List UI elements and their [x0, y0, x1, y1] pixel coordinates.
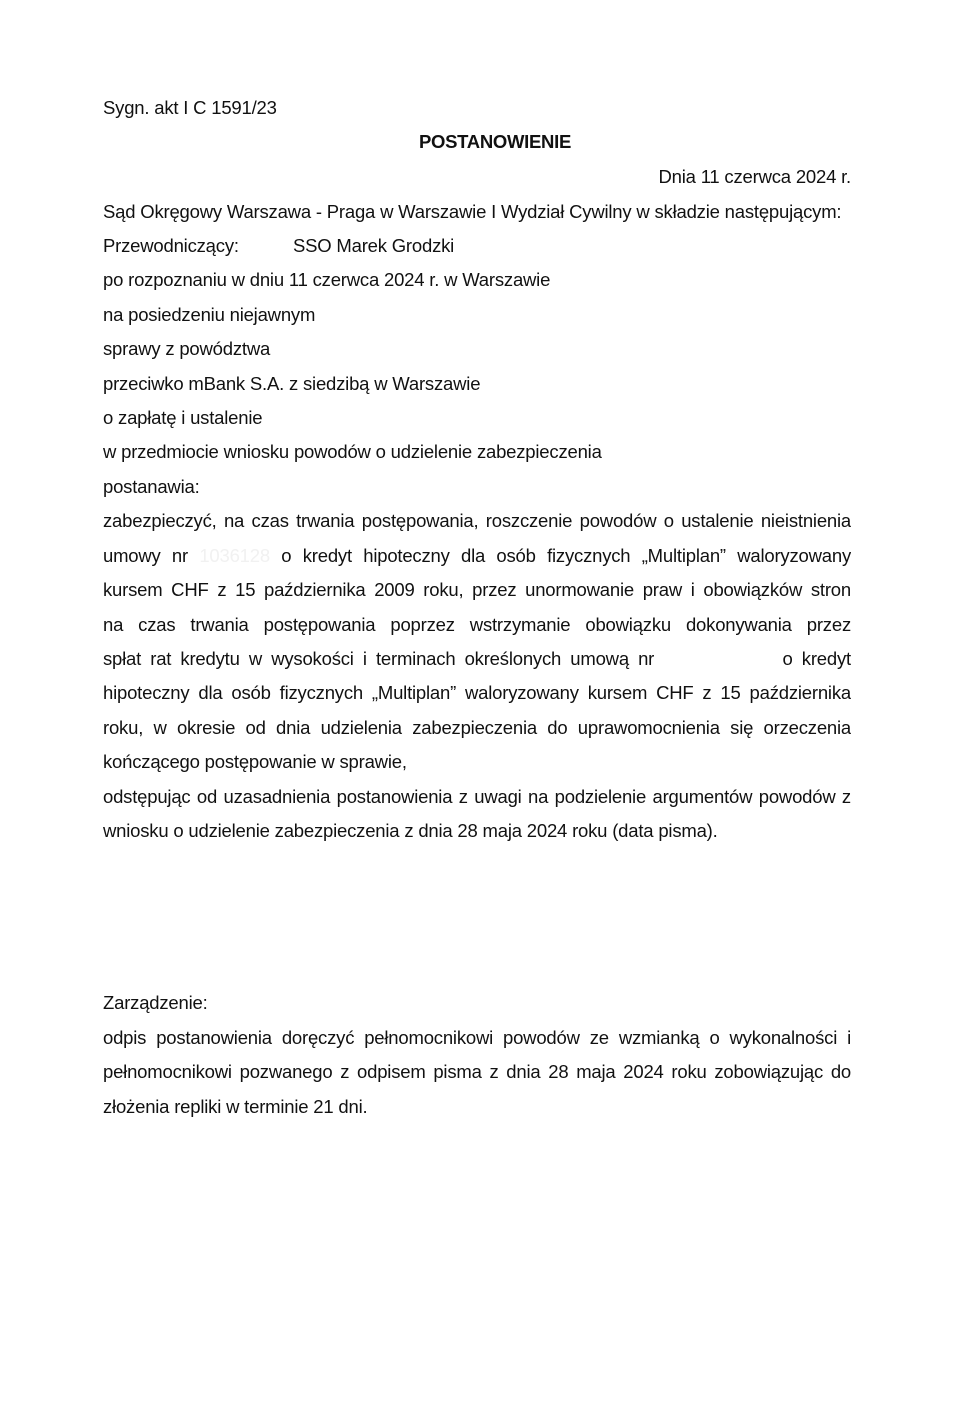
document-date: Dnia 11 czerwca 2024 r.	[658, 166, 851, 187]
procedure-line-6: w przedmiocie wniosku powodów o udzielenie zabezpieczenia	[103, 441, 602, 462]
ruling-line-3: kursem CHF z 15 października 2009 roku, przez unormowanie praw i obowiązków stron	[103, 579, 851, 600]
order-line-1: odpis postanowienia doręczyć pełnomocnikowi powodów ze wzmianką o wykonalności i	[103, 1027, 851, 1048]
ruling-line-4: na czas trwania postępowania poprzez wstrzymanie obowiązku dokonywania przez	[103, 614, 851, 635]
redacted-contract-number: 1036128	[199, 545, 270, 566]
chair-label: Przewodniczący:	[103, 235, 239, 256]
case-reference: Sygn. akt I C 1591/23	[103, 97, 277, 118]
order-line-2: pełnomocnikowi pozwanego z odpisem pisma z dnia 28 maja 2024 roku zobowiązując do	[103, 1061, 851, 1082]
ruling-line-6: hipoteczny dla osób fizycznych „Multiplan” waloryzowany kursem CHF z 15 października	[103, 682, 851, 703]
ruling-line-5-start: spłat rat kredytu w wysokości i terminach określonych umową nr	[103, 648, 655, 669]
ruling-line-2	[103, 544, 851, 568]
ruling-line-5-end: o kredyt	[782, 648, 851, 669]
ruling-line-8: kończącego postępowanie w sprawie,	[103, 751, 407, 772]
ruling-line-10: wniosku o udzielenie zabezpieczenia z dnia 28 maja 2024 roku (data pisma).	[103, 820, 718, 841]
ruling-line-7: roku, w okresie od dnia udzielenia zabezpieczenia do uprawomocnienia się orzeczenia	[103, 717, 851, 738]
procedure-line-5: o zapłatę i ustalenie	[103, 407, 263, 428]
procedure-line-1: po rozpoznaniu w dniu 11 czerwca 2024 r. w Warszawie	[103, 269, 551, 290]
document-title: POSTANOWIENIE	[419, 131, 571, 152]
ruling-line-9: odstępując od uzasadnienia postanowienia z uwagi na podzielenie argumentów powodów z	[103, 786, 851, 807]
decision-keyword: postanawia:	[103, 476, 200, 497]
ruling-line-2-end: o kredyt hipoteczny dla osób fizycznych „Multiplan” waloryzowany	[281, 545, 851, 566]
procedure-line-2: na posiedzeniu niejawnym	[103, 304, 316, 325]
procedure-line-4: przeciwko mBank S.A. z siedzibą w Warszawie	[103, 373, 481, 394]
court-composition: Sąd Okręgowy Warszawa - Praga w Warszawie I Wydział Cywilny w składzie następującym:	[103, 201, 842, 222]
order-line-3: złożenia repliki w terminie 21 dni.	[103, 1096, 368, 1117]
ruling-line-2-start: umowy nr	[103, 545, 188, 566]
chair-line	[103, 234, 455, 258]
procedure-line-3: sprawy z powództwa	[103, 338, 271, 359]
ruling-line-5	[103, 647, 851, 671]
chair-name: SSO Marek Grodzki	[293, 235, 455, 256]
ruling-line-1: zabezpieczyć, na czas trwania postępowania, roszczenie powodów o ustalenie nieistnienia	[103, 510, 851, 531]
order-heading: Zarządzenie:	[103, 992, 208, 1013]
